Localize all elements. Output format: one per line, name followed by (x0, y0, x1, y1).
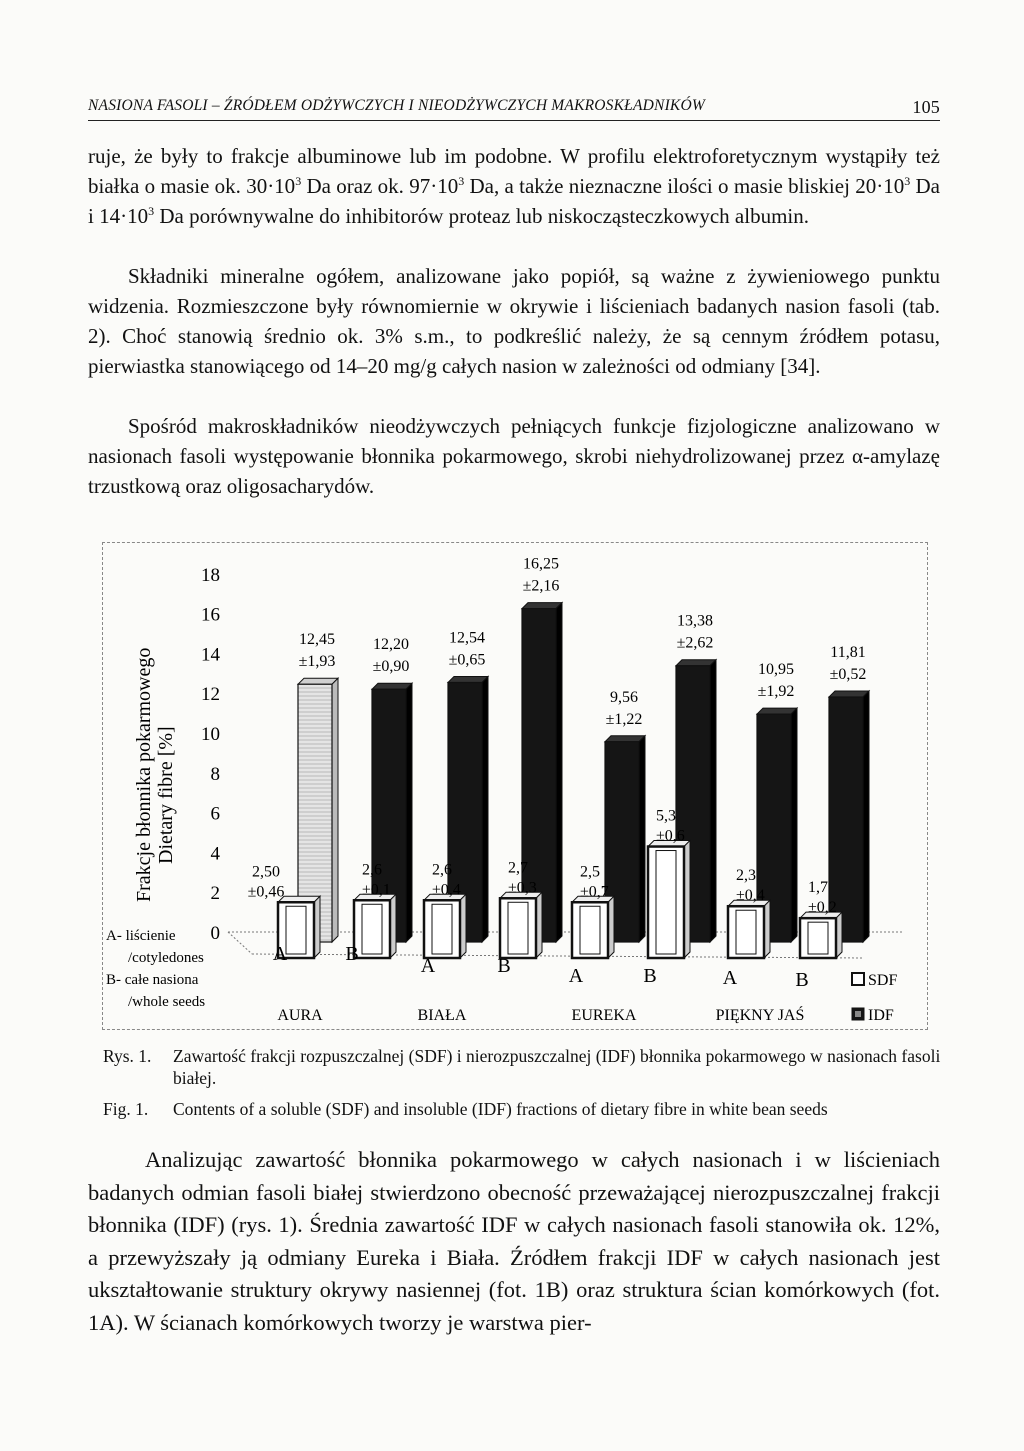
sdf-error-label: ±0,6 (656, 827, 685, 845)
y-tick-label: 16 (201, 604, 220, 626)
floor-left-line (228, 932, 252, 954)
idf-data-label: 13,38 (677, 612, 713, 630)
sdf-error-label: ±0,2 (808, 899, 837, 917)
idf-data-label: 9,56 (610, 688, 638, 706)
idf-bar-side (791, 708, 797, 942)
idf-bar-side (406, 683, 412, 942)
sdf-error-label: ±0,4 (736, 887, 765, 905)
sdf-data-label: 2,5 (580, 863, 600, 881)
y-axis-title-pl: Frakcje błonnika pokarmowego (133, 647, 155, 902)
idf-error-label: ±2,62 (676, 634, 714, 652)
idf-error-label: ±0,90 (372, 658, 410, 676)
sdf-bar (354, 900, 390, 958)
paragraph-2: Składniki mineralne ogółem, analizowane jako popiół, są ważne z żywieniowego punktu widzenia. Rozmieszczone były równomiernie w okrywie i liścieniach badanych nasion fasoli (tab. 2). Choć stanowią średnio ok. 3% s.m., to podkreślić należy, że są cennym źródłem potasu, pierwiastka stanowiącego od 14–20 mg/g całych nasion w zależności od odmiany [34]. (88, 264, 940, 378)
y-tick-label: 6 (210, 803, 220, 825)
legend-sdf-label: SDF (868, 972, 898, 989)
idf-bar-side (639, 736, 645, 942)
paragraph-1: ruje, że były to frakcje albuminowe lub im podobne. W profilu elektroforetycznym wystąpiły też białka o masie ok. $30\cdot 10^3$ Da oraz ok. $97\cdot 10^3$ Da, a także nieznaczne ilości o masie bliskiej $20\cdot 10^3$ Da i $14\cdot 10^3$ Da porównywalne do inhibitorów proteaz lub niskocząsteczkowych albumin. (88, 144, 940, 228)
sdf-bar (424, 900, 460, 958)
legend-b-pl: B- całe nasiona (106, 972, 199, 988)
variety-label: AURA (277, 1007, 323, 1024)
sdf-data-label: 1,7 (808, 879, 828, 897)
legend-a-pl: A- liścienie (106, 928, 176, 944)
sdf-data-label: 2,7 (508, 859, 528, 877)
idf-bar-top (372, 683, 412, 689)
idf-bar-top (298, 678, 338, 684)
idf-data-label: 12,54 (449, 629, 485, 647)
idf-bar-top (522, 603, 562, 609)
idf-bar-side (482, 676, 488, 942)
sdf-error-label: ±0,46 (247, 883, 285, 901)
sdf-bar (648, 847, 684, 958)
sdf-error-label: ±0,3 (508, 879, 537, 897)
running-header (88, 97, 940, 115)
idf-error-label: ±0,52 (829, 665, 867, 683)
idf-bar-side (710, 660, 716, 942)
y-tick-label: 8 (210, 763, 220, 785)
legend-idf-swatch-inner (855, 1011, 861, 1017)
idf-bar-top (829, 691, 869, 697)
category-label: B (345, 943, 359, 965)
category-label: B (497, 955, 511, 977)
idf-error-label: ±1,92 (757, 683, 795, 701)
y-tick-label: 18 (201, 564, 220, 586)
sdf-bar (800, 918, 836, 958)
idf-data-label: 12,45 (299, 631, 335, 649)
variety-label: EUREKA (571, 1007, 637, 1024)
fibre-bar-chart (102, 542, 926, 1028)
idf-error-label: ±0,65 (448, 651, 486, 669)
sdf-bar (728, 906, 764, 958)
sdf-bar (500, 898, 536, 958)
sdf-error-label: ±0,7 (580, 883, 609, 901)
idf-data-label: 10,95 (758, 661, 794, 679)
idf-bar-side (863, 691, 869, 942)
page-number: 105 (912, 97, 940, 117)
idf-bar-top (757, 708, 797, 714)
caption-en-label: Fig. 1. (103, 1099, 149, 1119)
category-label: A (722, 967, 738, 989)
floor-front-line (252, 954, 862, 958)
legend-idf-label: IDF (868, 1007, 894, 1024)
sdf-error-label: ±0,4 (432, 881, 461, 899)
y-tick-label: 2 (210, 883, 220, 905)
paragraph-3: Spośród makroskładników nieodżywczych pełniących funkcje fizjologiczne analizowano w nasionach fasoli występowanie błonnika pokarmowego, skrobi niehydrolizowanej przez α-amylazę trzustkową oraz oligosacharydów. (88, 414, 940, 498)
category-label: A (420, 955, 436, 977)
idf-bar-side (332, 678, 338, 942)
category-label: A (272, 943, 288, 965)
legend-b-en: /whole seeds (128, 994, 206, 1010)
idf-bar-top (605, 736, 645, 742)
sdf-data-label: 2,6 (362, 861, 382, 879)
sdf-bar (572, 902, 608, 958)
y-axis-title-en: Dietary fibre [%] (155, 726, 177, 864)
idf-data-label: 11,81 (830, 643, 866, 661)
y-tick-label: 12 (201, 684, 220, 706)
y-tick-label: 0 (210, 923, 220, 944)
idf-error-label: ±2,16 (522, 577, 560, 595)
caption-en (103, 1098, 943, 1120)
idf-error-label: ±1,22 (605, 710, 643, 728)
category-label: A (568, 965, 584, 987)
caption-pl-label: Rys. 1. (103, 1046, 152, 1066)
idf-error-label: ±1,93 (298, 653, 336, 671)
legend-a-en: /cotyledones (128, 950, 204, 966)
y-tick-label: 14 (201, 644, 220, 666)
caption-pl (103, 1045, 943, 1089)
caption-en-text: Contents of a soluble (SDF) and insoluble (IDF) fractions of dietary fibre in white bean seeds (173, 1099, 828, 1119)
variety-label: PIĘKNY JAŚ (715, 1007, 805, 1024)
idf-data-label: 16,25 (523, 555, 559, 573)
paragraph-4: Analizując zawartość błonnika pokarmowego w całych nasionach i w liścieniach badanych odmian fasoli białej stwierdzono obecność przeważającej nierozpuszczalnej frakcji błonnika (IDF) (rys. 1). Średnia zawartość IDF w całych nasionach fasoli stanowiła ok. 12%, a przewyższały ją odmiany Eureka i Biała. Źródłem frakcji IDF w całych nasionach jest ukształtowanie struktury okrywy nasiennej (fot. 1B) oraz struktura ścian komórkowych (fot. 1A). W ścianach komórkowych tworzy je warstwa pier- (88, 1147, 940, 1335)
caption-pl-text: Zawartość frakcji rozpuszczalnej (SDF) i nierozpuszczalnej (IDF) błonnika pokarmowego w nasionach fasoli białej. (173, 1046, 941, 1088)
running-title: NASIONA FASOLI – ŹRÓDŁEM ODŻYWCZYCH I NIEODŻYWCZYCH MAKROSKŁADNIKÓW (88, 97, 705, 114)
header-rule (88, 120, 940, 121)
idf-bar-side (556, 603, 562, 942)
legend-sdf-swatch (852, 973, 864, 985)
sdf-error-label: ±0,1 (362, 881, 391, 899)
idf-data-label: 12,20 (373, 636, 409, 654)
category-label: B (795, 969, 809, 991)
idf-bar-top (448, 676, 488, 682)
sdf-data-label: 2,50 (252, 863, 280, 881)
sdf-data-label: 2,3 (736, 867, 756, 885)
y-tick-label: 10 (201, 724, 220, 745)
category-label: B (643, 965, 657, 987)
sdf-data-label: 2,6 (432, 861, 452, 879)
idf-bar-top (676, 660, 716, 666)
variety-label: BIAŁA (417, 1007, 467, 1024)
sdf-data-label: 5,3 (656, 807, 676, 825)
y-tick-label: 4 (210, 843, 220, 865)
